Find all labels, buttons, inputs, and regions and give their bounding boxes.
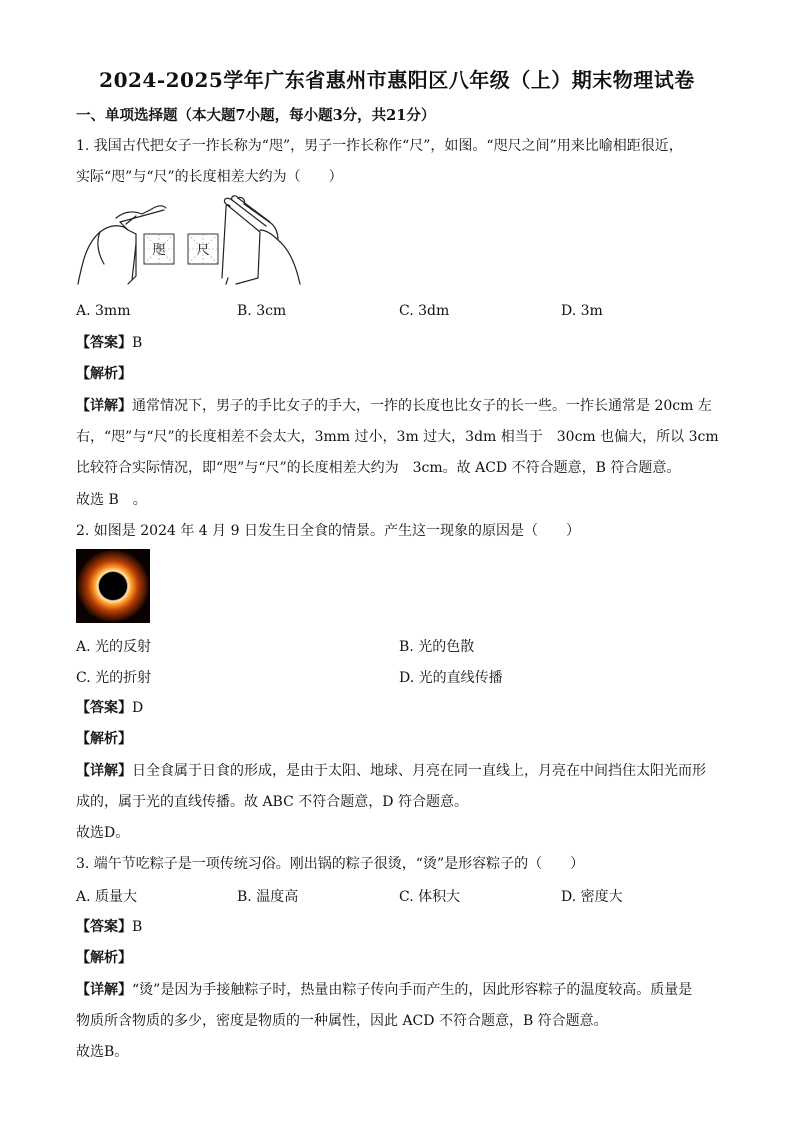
q3-option-c: C. 体积大 <box>399 889 461 905</box>
answer-label: 【答案】 <box>76 335 132 351</box>
q3-option-d: D. 密度大 <box>561 889 623 905</box>
detail-text: 日全食属于日食的形成，是由于太阳、地球、月亮在同一直线上，月亮在中间挡住太阳光而形 <box>132 763 706 779</box>
figure-char-zhi: 咫 <box>152 243 166 258</box>
detail-label: 【详解】 <box>76 982 132 998</box>
answer-value: D <box>132 700 144 716</box>
detail-label: 【详解】 <box>76 763 132 779</box>
eclipse-image <box>76 549 150 623</box>
q3-analysis-label <box>76 948 132 968</box>
figure-char-chi: 尺 <box>196 243 210 258</box>
q2-stem: 2. 如图是 2024 年 4 月 9 日发生日全食的情景。产生这一现象的原因是（ ） <box>76 523 580 539</box>
q3-answer <box>76 917 142 937</box>
q1-option-a: A. 3mm <box>76 303 131 319</box>
q1-stem-line1: 1. 我国古代把女子一拃长称为“咫”，男子一拃长称作“尺”，如图。“咫尺之间”用来比喻相距很近， <box>76 138 683 154</box>
q2-detail-line1 <box>76 761 706 781</box>
section-heading: 一、单项选择题（本大题7小题，每小题3分，共21分） <box>76 107 436 124</box>
detail-label: 【详解】 <box>76 398 132 414</box>
q2-analysis-label <box>76 729 132 749</box>
q2-conclusion: 故选D。 <box>76 825 130 841</box>
q1-detail-line3: 比较符合实际情况，即“咫”与“尺”的长度相差大约为 3cm。故 ACD 不符合题意，B 符合题意。 <box>76 460 681 476</box>
q1-option-b: B. 3cm <box>237 303 287 319</box>
analysis-label: 【解析】 <box>76 731 132 747</box>
q1-answer <box>76 333 142 353</box>
answer-label: 【答案】 <box>76 919 132 935</box>
q3-option-b: B. 温度高 <box>237 889 299 905</box>
detail-text: “烫”是因为手接触粽子时，热量由粽子传向手而产生的，因此形容粽子的温度较高。质量是 <box>132 982 693 998</box>
answer-value: B <box>132 335 143 351</box>
answer-value: B <box>132 919 143 935</box>
analysis-label: 【解析】 <box>76 950 132 966</box>
q1-option-d: D. 3m <box>561 303 603 319</box>
q2-option-d: D. 光的直线传播 <box>399 670 503 686</box>
q2-answer <box>76 698 143 718</box>
q3-detail-line2: 物质所含物质的多少，密度是物质的一种属性，因此 ACD 不符合题意，B 符合题意。 <box>76 1013 608 1029</box>
q3-stem: 3. 端午节吃粽子是一项传统习俗。刚出锅的粽子很烫，“烫”是形容粽子的（ ） <box>76 856 585 872</box>
page-title: 2024-2025学年广东省惠州市惠阳区八年级（上）期末物理试卷 <box>99 68 695 92</box>
q1-analysis-label <box>76 364 132 384</box>
analysis-label: 【解析】 <box>76 366 132 382</box>
q2-option-a: A. 光的反射 <box>76 639 152 655</box>
q1-detail-line2: 右，“咫”与“尺”的长度相差不会太大，3mm 过小，3m 过大，3dm 相当于 30cm 也偏大，所以 3cm <box>76 429 719 445</box>
hands-illustration <box>76 194 302 288</box>
q1-detail-line1 <box>76 396 712 416</box>
q2-detail-line2: 成的，属于光的直线传播。故 ABC 不符合题意，D 符合题意。 <box>76 794 468 810</box>
q3-detail-line1 <box>76 980 692 1000</box>
q2-option-b: B. 光的色散 <box>399 639 475 655</box>
q1-option-c: C. 3dm <box>399 303 450 319</box>
q3-option-a: A. 质量大 <box>76 889 138 905</box>
q1-stem-line2: 实际“咫”与“尺”的长度相差大约为（ ） <box>76 169 343 185</box>
detail-text: 通常情况下，男子的手比女子的手大，一拃的长度也比女子的长一些。一拃长通常是 20cm 左 <box>132 398 712 414</box>
q2-option-c: C. 光的折射 <box>76 670 152 686</box>
hand-span-figure <box>76 194 302 288</box>
solar-eclipse-photo <box>76 549 150 623</box>
q3-conclusion: 故选B。 <box>76 1044 129 1060</box>
answer-label: 【答案】 <box>76 700 132 716</box>
q1-conclusion: 故选 B 。 <box>76 492 147 508</box>
